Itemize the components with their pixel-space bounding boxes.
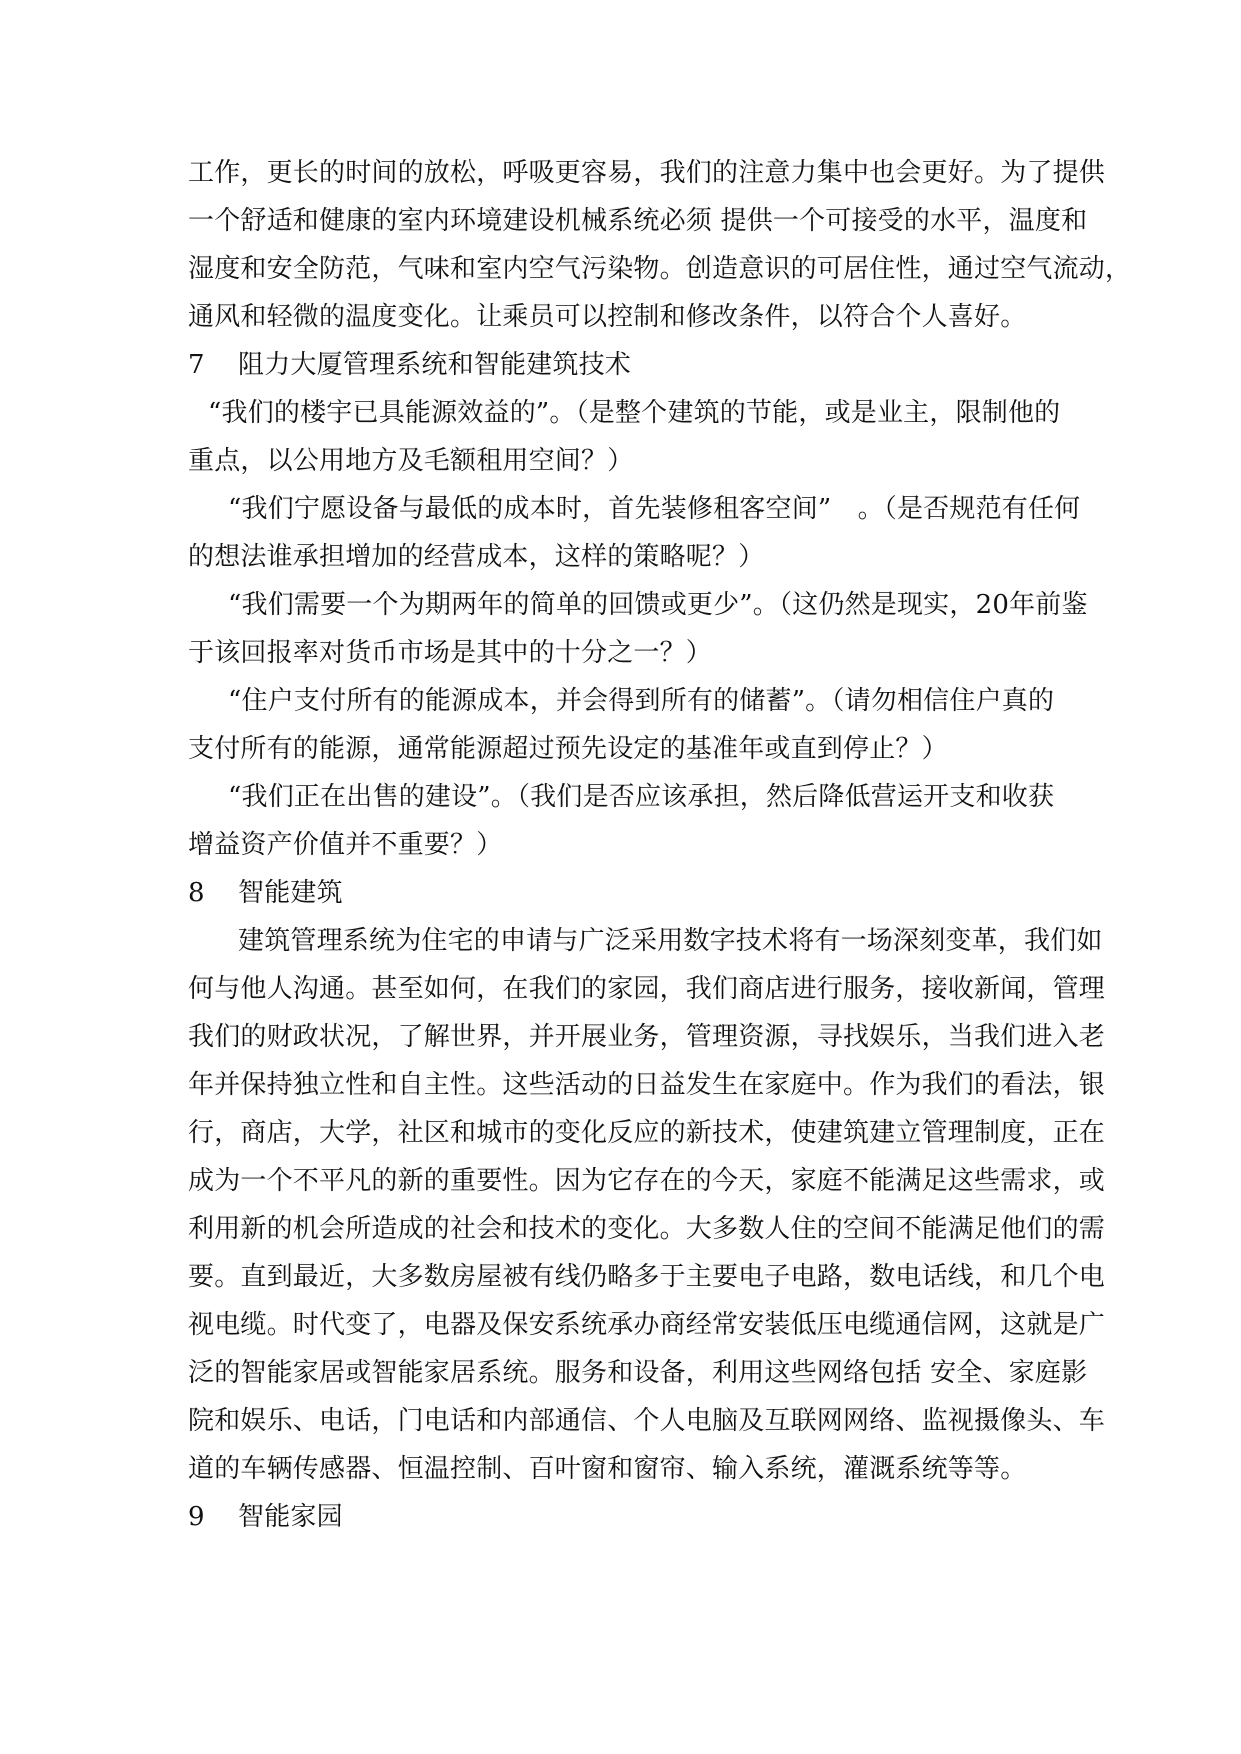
paragraph-line: 利用新的机会所造成的社会和技术的变化。大多数人住的空间不能满足他们的需 xyxy=(188,1214,1106,1244)
section-heading-9 xyxy=(188,1499,1058,1547)
quote-line: 于该回报率对货币市场是其中的十分之一？） xyxy=(188,638,713,668)
quote-line: “我们宁愿设备与最低的成本时，首先装修租客空间” 。（是否规范有任何 xyxy=(228,494,1081,524)
section-title: 智能建筑 xyxy=(238,878,343,908)
document-body xyxy=(188,155,1132,1547)
paragraph-line: 工作，更长的时间的放松，呼吸更容易，我们的注意力集中也会更好。为了提供 xyxy=(188,158,1106,188)
quote-line: “我们正在出售的建设”。（我们是否应该承担，然后降低营运开支和收获 xyxy=(228,782,1055,812)
paragraph-line: 何与他人沟通。甚至如何，在我们的家园，我们商店进行服务，接收新闻，管理 xyxy=(188,974,1106,1004)
quote-line: 重点，以公用地方及毛额租用空间？） xyxy=(188,446,634,476)
paragraph-line: 院和娱乐、电话，门电话和内部通信、个人电脑及互联网网络、监视摄像头、车 xyxy=(188,1406,1106,1436)
paragraph-line: 要。直到最近，大多数房屋被有线仍略多于主要电子电路，数电话线，和几个电 xyxy=(188,1262,1106,1292)
paragraph-line: 湿度和安全防范，气味和室内空气污染物。创造意识的可居住性，通过空气流动， xyxy=(188,254,1132,284)
paragraph-line: 年并保持独立性和自主性。这些活动的日益发生在家庭中。作为我们的看法，银 xyxy=(188,1070,1106,1100)
paragraph-line: 行，商店，大学，社区和城市的变化反应的新技术，使建筑建立管理制度，正在 xyxy=(188,1118,1106,1148)
section-title: 阻力大厦管理系统和智能建筑技术 xyxy=(238,350,632,380)
section-number: 8 xyxy=(188,878,205,908)
quote-line: 支付所有的能源，通常能源超过预先设定的基准年或直到停止？） xyxy=(188,734,948,764)
paragraph-line: 一个舒适和健康的室内环境建设机械系统必须 提供一个可接受的水平，温度和 xyxy=(188,206,1088,236)
paragraph-line: 通风和轻微的温度变化。让乘员可以控制和修改条件，以符合个人喜好。 xyxy=(188,302,1027,332)
section-title: 智能家园 xyxy=(238,1502,343,1532)
paragraph-line: 泛的智能家居或智能家居系统。服务和设备，利用这些网络包括 安全、家庭影 xyxy=(188,1358,1088,1388)
section-number: 9 xyxy=(188,1502,205,1532)
section-number: 7 xyxy=(188,350,205,380)
quote-line: 增益资产价值并不重要？） xyxy=(188,830,503,860)
paragraph-line: 我们的财政状况，了解世界，并开展业务，管理资源，寻找娱乐，当我们进入老 xyxy=(188,1022,1106,1052)
paragraph-line: 建筑管理系统为住宅的申请与广泛采用数字技术将有一场深刻变革，我们如 xyxy=(238,926,1103,956)
quote-line: 的想法谁承担增加的经营成本，这样的策略呢？） xyxy=(188,542,765,572)
section-heading-8 xyxy=(188,875,1058,923)
quote-line: “住户支付所有的能源成本，并会得到所有的储蓄”。（请勿相信住户真的 xyxy=(228,686,1055,716)
paragraph-line: 视电缆。时代变了，电器及保安系统承办商经常安装低压电缆通信网，这就是广 xyxy=(188,1310,1106,1340)
paragraph-line: 道的车辆传感器、恒温控制、百叶窗和窗帘、输入系统，灌溉系统等等。 xyxy=(188,1454,1027,1484)
quote-line: “我们的楼宇已具能源效益的”。（是整个建筑的节能，或是业主，限制他的 xyxy=(208,398,1061,428)
quote-line: “我们需要一个为期两年的简单的回馈或更少”。（这仍然是现实，20年前鉴 xyxy=(228,590,1088,620)
section-heading-7 xyxy=(188,347,1058,395)
paragraph-line: 成为一个不平凡的新的重要性。因为它存在的今天，家庭不能满足这些需求，或 xyxy=(188,1166,1106,1196)
